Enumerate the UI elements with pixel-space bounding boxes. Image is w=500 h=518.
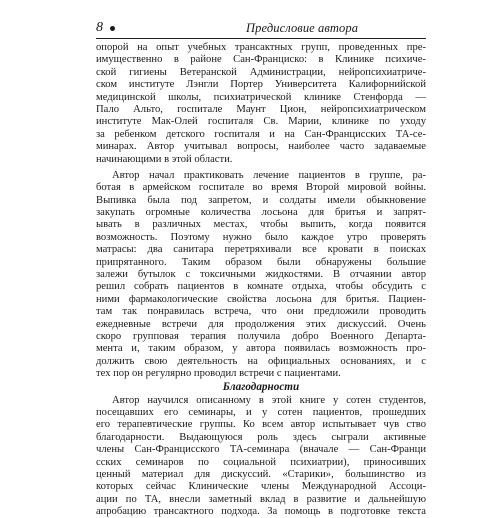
text-line: апробацию трансактного подхода. За помощь в подготовке текста (96, 506, 426, 518)
text-line: посещавших его семинары, и у сотен пациентов, прошедших (96, 406, 426, 418)
text-line: опорой на опыт учебных трансактных групп, проведенных пре- (96, 42, 426, 53)
text-line: Выпивка была под запретом, и солдаты имели обыкновение (96, 194, 426, 206)
text-line: возможность. Поэтому нужно было каждое утро проверять (96, 231, 426, 243)
text-line: институте Мак-Олей госпиталя Св. Марии, клинике по уходу (96, 116, 426, 128)
paragraph-history (96, 170, 426, 381)
paragraph-acknowledgements (96, 395, 426, 518)
paragraph-intro (96, 42, 426, 166)
text-line: должить свою деятельность на официальных основаниях, и с (96, 355, 426, 367)
text-line: начинающими в этой области. (96, 153, 233, 165)
text-line: решил собрать пациентов в комнате отдыха, чтобы обсудить с (96, 281, 426, 293)
text-line: Автор начал практиковать лечение пациентов в группе, ра- (112, 169, 426, 181)
text-line: его терапевтические группы. Ко всем автор испытывает чув ство (96, 419, 426, 431)
text-line: там так понравилась встреча, что они предложили проводить (96, 306, 426, 318)
text-line: мента и, таким образом, у автора появилась возможность про- (96, 343, 426, 355)
text-line: сских семинаров по социальной психиатрии), приносивших (96, 456, 426, 468)
text-line: члены Сан-Францисского ТА-семинара (вначале — Сан-Франци (96, 444, 426, 456)
text-line: ценный материал для дискуссий. «Старики», большинство из (96, 468, 426, 480)
text-line: которых сейчас Клинические члены Международной Ассоци- (96, 481, 426, 493)
text-line: залежи бутылок с токсичными жидкостями. В отчаянии автор (96, 269, 426, 281)
text-line: за ребенком детского госпиталя и на Сан-Францисских ТА-се- (96, 128, 426, 140)
text-line: благодарности. Выдающуюся роль здесь сыграли активные (96, 431, 426, 443)
page-header (96, 20, 426, 39)
text-line: ывать в различных местах, чтобы выпить, когда появится (96, 219, 426, 231)
running-title: Предисловие автора (246, 21, 359, 35)
text-line: ском институте Лэнгли Портер Университета Калифорнийской (96, 79, 426, 91)
text-line: Пало Альто, госпитале Маунт Цион, нейропсихиатрическом (96, 103, 426, 115)
bullet-icon (110, 26, 115, 31)
text-line: медицинской школы, психиатрической клинике Стенфорда — (96, 91, 426, 103)
text-line: ежедневные встречи для продолжения этих дискуссий. Очень (96, 318, 426, 330)
text-line: Автор научился описанному в этой книге у сотен студентов, (112, 394, 426, 406)
text-line: припрятанного. Таким образом были обнаружены большие (96, 256, 426, 268)
text-line: скоро групповая терапия получила добро Военного Департа- (96, 330, 426, 342)
text-line: ботая в армейском госпитале во время Второй мировой войны. (96, 182, 426, 194)
text-line: тех пор он регулярно проводил встречи с пациентами. (96, 368, 341, 380)
text-line: ской гигиены Ветеранской Администрации, нейропсихиатриче- (96, 66, 426, 78)
page-body (96, 42, 426, 518)
text-line: минарах. Автор учитывал вопросы, наиболее часто задаваемые (96, 141, 426, 153)
text-line: закупать огромные количества лосьона для бритья и запрят- (96, 207, 426, 219)
text-line: матрасы: два санитара перетряхивали все кровати в поисках (96, 244, 426, 256)
page-number: 8 (96, 20, 103, 35)
text-line: ации по ТА, внесли заметный вклад в развитие и дальнейшую (96, 493, 426, 505)
text-line: имущественно в районе Сан-Франциско: в Клинике психиче- (96, 54, 426, 66)
text-line: ними фармакологические свойства лосьона для бритья. Пациен- (96, 293, 426, 305)
section-heading: Благодарности (222, 380, 300, 393)
